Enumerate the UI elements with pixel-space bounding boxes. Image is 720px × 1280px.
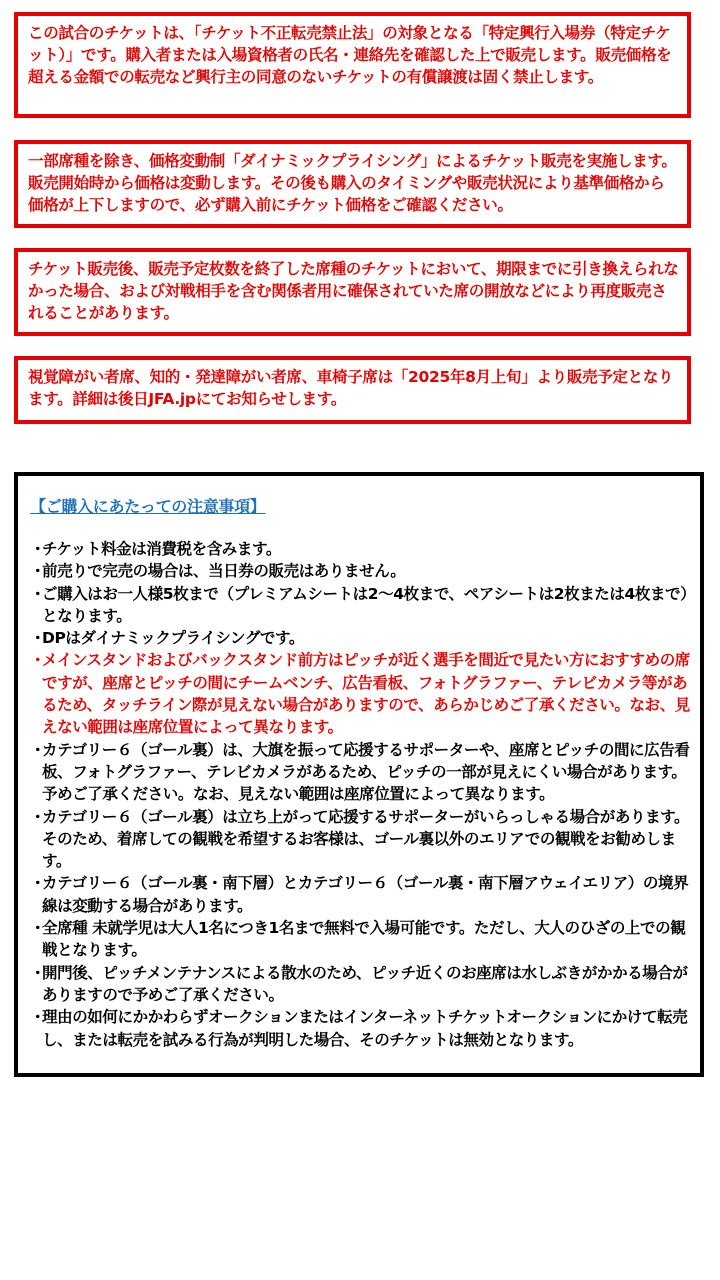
bullet: ・ — [30, 629, 46, 648]
note-text: 理由の如何にかかわらずオークションまたはインターネットチケットオークションにかけて転売し、または転売を試みる行為が判明した場合、そのチケットは無効となります。 — [42, 1008, 688, 1049]
purchase-notes-panel — [14, 472, 704, 1077]
bullet: ・ — [30, 963, 46, 982]
note-item — [30, 560, 690, 582]
note-text: 前売りで完売の場合は、当日券の販売はありません。 — [42, 562, 406, 581]
note-text: DPはダイナミックプライシングです。 — [42, 629, 305, 648]
note-text: カテゴリー６（ゴール裏）は立ち上がって応援するサポーターがいらっしゃる場合があります。そのため、着席しての観戦を希望するお客様は、ゴール裏以外のエリアでの観戦をお勧めします。 — [42, 807, 690, 871]
bullet: ・ — [30, 919, 46, 938]
bullet: ・ — [30, 562, 46, 581]
note-item — [30, 806, 690, 873]
note-item — [30, 583, 690, 628]
note-item — [30, 872, 690, 917]
bullet: ・ — [30, 874, 46, 893]
note-item — [30, 962, 690, 1007]
bullet: ・ — [30, 1008, 46, 1027]
note-text: カテゴリー６（ゴール裏・南下層）とカテゴリー６（ゴール裏・南下層アウェイエリア）の境界線は変動する場合があります。 — [42, 874, 689, 915]
note-item-highlight — [30, 649, 690, 738]
purchase-notes-heading: 【ご購入にあたっての注意事項】 — [30, 497, 266, 516]
note-item — [30, 627, 690, 649]
note-text: カテゴリー６（ゴール裏）は、大旗を振って応援するサポーターや、座席とピッチの間に広告看板、フォトグラファー、テレビカメラがあるため、ピッチの一部が見えにくい場合があります。予めご了承ください。なお、見えない範囲は座席位置によって異なります。 — [42, 740, 690, 804]
note-text: 開門後、ピッチメンテナンスによる散水のため、ピッチ近くのお座席は水しぶきがかかる場合がありますので予めご了承ください。 — [42, 963, 688, 1004]
note-text: ご購入はお一人様5枚まで（プレミアムシートは2～4枚まで、ペアシートは2枚または4枚まで）となります。 — [42, 584, 688, 625]
bullet: ・ — [30, 540, 46, 558]
notice-specific-ticket: この試合のチケットは、「チケット不正転売禁止法」の対象となる「特定興行入場券（特定チケット）」です。購入者または入場資格者の氏名・連絡先を確認した上で販売します。販売価格を超える金額での転売など興行主の同意のないチケットの有償譲渡は固く禁止します。 — [14, 12, 691, 118]
notice-accessible-seats: 視覚障がい者席、知的・発達障がい者席、車椅子席は「2025年8月上旬」より販売予定となります。詳細は後日JFA.jpにてお知らせします。 — [14, 356, 691, 424]
bullet: ・ — [30, 651, 46, 670]
notice-resale: チケット販売後、販売予定枚数を終了した席種のチケットにおいて、期限までに引き換えられなかった場合、および対戦相手を含む関係者用に確保されていた席の開放などにより再度販売されることがあります。 — [14, 248, 691, 336]
note-text: チケット料金は消費税を含みます。 — [42, 540, 281, 558]
note-text: メインスタンドおよびバックスタンド前方はピッチが近く選手を間近で見たい方におすすめの席ですが、座席とピッチの間にチームベンチ、広告看板、フォトグラファー、テレビカメラ等があるため、タッチライン際が見えない場合がありますので、あらかじめご了承ください。なお、見えない範囲は座席位置によって異なります。 — [42, 651, 690, 737]
note-item — [30, 1006, 690, 1051]
purchase-notes-list — [30, 538, 690, 1051]
note-text: 全席種 未就学児は大人1名につき1名まで無料で入場可能です。ただし、大人のひざの上での観戦となります。 — [42, 919, 686, 960]
bullet: ・ — [30, 740, 46, 759]
notice-dynamic-pricing: 一部席種を除き、価格変動制「ダイナミックプライシング」によるチケット販売を実施します。販売開始時から価格は変動します。その後も購入のタイミングや販売状況により基準価格から価格が上下しますので、必ず購入前にチケット価格をご確認ください。 — [14, 140, 691, 228]
bullet: ・ — [30, 584, 46, 603]
bullet: ・ — [30, 807, 46, 826]
note-item — [30, 739, 690, 806]
note-item — [30, 538, 690, 560]
note-item — [30, 917, 690, 962]
